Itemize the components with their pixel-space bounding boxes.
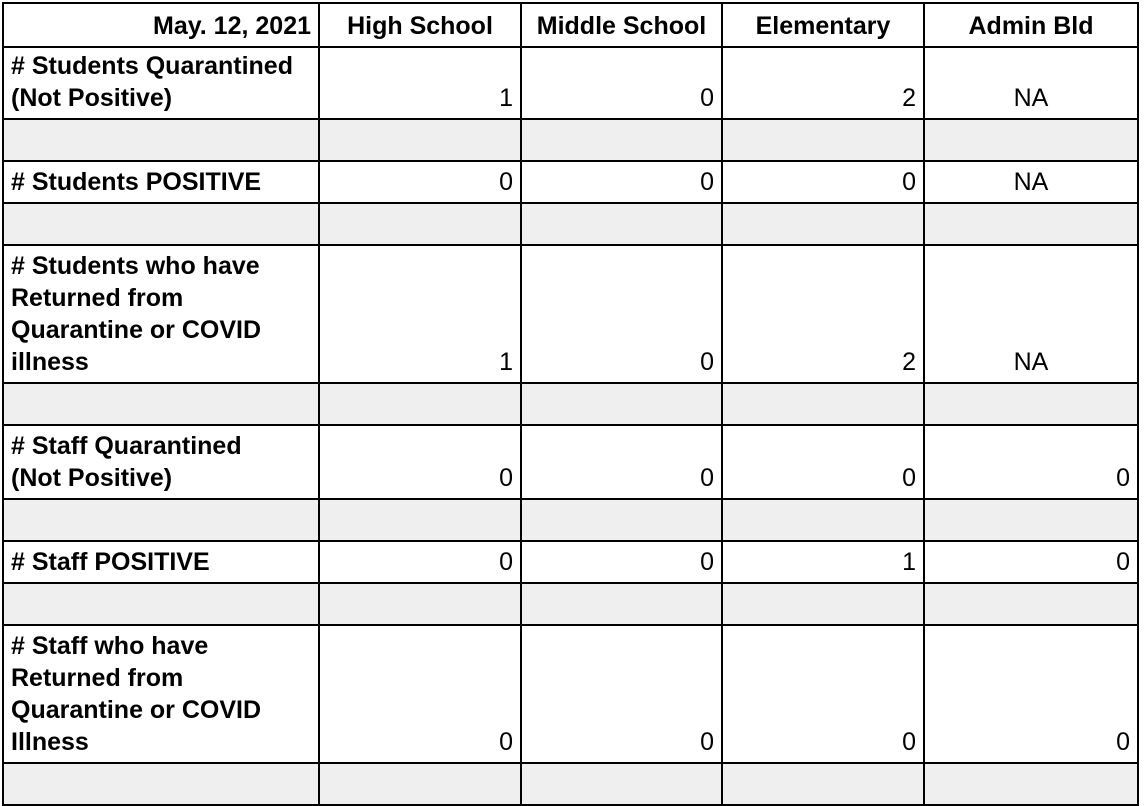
column-header-admin-bld: Admin Bld — [924, 3, 1138, 47]
value-cell: 1 — [319, 245, 521, 383]
row-label-line: Quarantine or COVID — [11, 696, 262, 724]
value-cell: 2 — [722, 47, 924, 119]
spacer-cell — [924, 383, 1138, 425]
value-cell: 0 — [722, 161, 924, 203]
spacer-cell — [3, 119, 319, 161]
header-row — [3, 3, 1138, 47]
value-cell: 0 — [319, 541, 521, 583]
spacer-cell — [722, 499, 924, 541]
spacer-cell — [319, 203, 521, 245]
value-cell: 0 — [521, 625, 722, 763]
spacer-cell — [722, 203, 924, 245]
row-label — [3, 161, 319, 203]
spacer-cell — [319, 383, 521, 425]
table-row — [3, 425, 1138, 499]
value-cell: 0 — [722, 425, 924, 499]
table-body — [3, 47, 1138, 805]
column-header-high-school: High School — [319, 3, 521, 47]
row-label-line: # Students POSITIVE — [11, 168, 262, 196]
spacer-cell — [521, 203, 722, 245]
value-cell: 0 — [722, 625, 924, 763]
spacer-row — [3, 119, 1138, 161]
spacer-cell — [521, 763, 722, 805]
table-row — [3, 541, 1138, 583]
row-label — [3, 541, 319, 583]
row-label-line: illness — [11, 348, 89, 376]
row-label — [3, 425, 319, 499]
value-cell: NA — [924, 47, 1138, 119]
spacer-cell — [3, 203, 319, 245]
spacer-cell — [521, 119, 722, 161]
row-label — [3, 625, 319, 763]
row-label-line: Returned from — [11, 284, 184, 312]
spacer-cell — [319, 499, 521, 541]
value-cell: NA — [924, 161, 1138, 203]
spacer-cell — [924, 119, 1138, 161]
value-cell: 0 — [319, 425, 521, 499]
column-header-middle-school: Middle School — [521, 3, 722, 47]
spacer-cell — [319, 763, 521, 805]
column-header-elementary: Elementary — [722, 3, 924, 47]
spacer-cell — [3, 499, 319, 541]
value-cell: 1 — [722, 541, 924, 583]
table-row — [3, 47, 1138, 119]
value-cell: 0 — [521, 541, 722, 583]
value-cell: 1 — [319, 47, 521, 119]
row-label-line: # Staff POSITIVE — [11, 548, 210, 576]
spacer-cell — [3, 383, 319, 425]
value-cell: 0 — [319, 625, 521, 763]
row-label-line: # Students Quarantined — [11, 52, 293, 80]
value-cell: 0 — [521, 47, 722, 119]
row-label-line: (Not Positive) — [11, 84, 173, 112]
value-cell: 2 — [722, 245, 924, 383]
table-row — [3, 161, 1138, 203]
spacer-cell — [319, 119, 521, 161]
row-label — [3, 47, 319, 119]
report-date: May. 12, 2021 — [3, 3, 319, 47]
covid-report-table — [2, 2, 1139, 806]
spacer-row — [3, 383, 1138, 425]
value-cell: NA — [924, 245, 1138, 383]
row-label-line: # Students who have — [11, 252, 260, 280]
spacer-cell — [521, 383, 722, 425]
spacer-cell — [319, 583, 521, 625]
value-cell: 0 — [924, 541, 1138, 583]
spacer-cell — [924, 763, 1138, 805]
row-label — [3, 245, 319, 383]
spacer-row — [3, 499, 1138, 541]
spacer-row — [3, 583, 1138, 625]
spacer-cell — [3, 763, 319, 805]
row-label-line: Illness — [11, 728, 89, 756]
spacer-cell — [722, 119, 924, 161]
spacer-cell — [3, 583, 319, 625]
spacer-cell — [924, 583, 1138, 625]
table-row — [3, 245, 1138, 383]
value-cell: 0 — [521, 245, 722, 383]
row-label-line: (Not Positive) — [11, 464, 173, 492]
spacer-row — [3, 203, 1138, 245]
table-row — [3, 625, 1138, 763]
spacer-row — [3, 763, 1138, 805]
row-label-line: Quarantine or COVID — [11, 316, 262, 344]
row-label-line: Returned from — [11, 664, 184, 692]
spacer-cell — [521, 583, 722, 625]
spacer-cell — [722, 383, 924, 425]
value-cell: 0 — [521, 425, 722, 499]
value-cell: 0 — [319, 161, 521, 203]
spacer-cell — [722, 763, 924, 805]
spacer-cell — [924, 499, 1138, 541]
spacer-cell — [924, 203, 1138, 245]
value-cell: 0 — [924, 425, 1138, 499]
value-cell: 0 — [521, 161, 722, 203]
value-cell: 0 — [924, 625, 1138, 763]
spacer-cell — [722, 583, 924, 625]
row-label-line: # Staff Quarantined — [11, 432, 242, 460]
spacer-cell — [521, 499, 722, 541]
row-label-line: # Staff who have — [11, 632, 209, 660]
